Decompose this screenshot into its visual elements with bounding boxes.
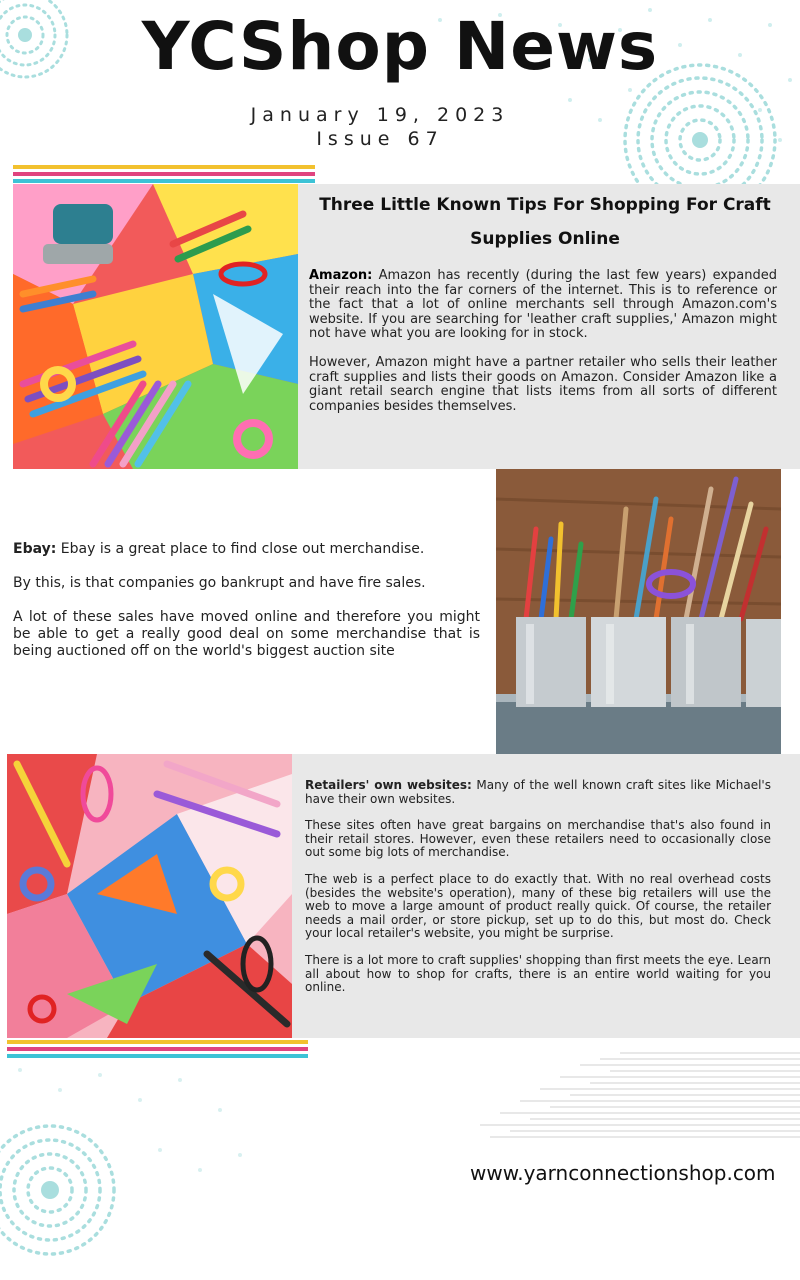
- bottom-stripes: [7, 1040, 308, 1061]
- ebay-paragraph-1: [13, 541, 480, 558]
- retailers-paragraph-4: There is a lot more to craft supplies' shopping than first meets the eye. Learn all about how to shop for crafts, there is an entire world waiting for you online.: [305, 952, 771, 995]
- masthead-title: YCShop News: [141, 8, 659, 85]
- issue-number: Issue 67: [316, 128, 444, 150]
- dotted-pattern-bottom-left: [0, 1060, 260, 1200]
- ebay-paragraph-3: A lot of these sales have moved online and therefore you might be able to get a really good deal on some merchandise that is being auctioned off on the world's biggest auction site: [13, 609, 480, 659]
- craft-supplies-photo-2: [7, 754, 292, 1038]
- retailers-paragraph-2: These sites often have great bargains on merchandise that's also found in their retail stores. However, even these retailers need to occasionally close out some big lots of merchandise.: [305, 818, 771, 860]
- retailers-label: Retailers' own websites:: [305, 778, 472, 792]
- amazon-text-1: Amazon has recently (during the last few years) expanded their reach into the far corners of the internet. This is to reference or the fact that a lot of online merchants sell through Amazon.com's website. If you are searching for 'leather craft supplies,' Amazon might not have what you are looking for in stock.: [309, 268, 777, 342]
- amazon-section: [309, 269, 777, 428]
- amazon-label: Amazon:: [309, 268, 373, 283]
- decorative-lines: [480, 1052, 800, 1142]
- retailers-section: [305, 779, 771, 1008]
- ebay-label: Ebay:: [13, 541, 57, 557]
- amazon-paragraph-2: However, Amazon might have a partner retailer who sells their leather craft supplies and lists their goods on Amazon. Consider Amazon like a giant retail search engine that lists items from all sorts of different companies besides themselves.: [309, 354, 777, 414]
- article-title: Three Little Known Tips For Shopping For Craft Supplies Online: [319, 195, 771, 249]
- brushes-pencils-photo: [496, 469, 781, 754]
- footer-website-link[interactable]: www.yarnconnectionshop.com: [470, 1161, 776, 1185]
- ebay-paragraph-2: By this, is that companies go bankrupt and have fire sales.: [13, 575, 426, 591]
- top-stripes: [13, 165, 315, 186]
- ebay-text-1: Ebay is a great place to find close out merchandise.: [56, 541, 425, 557]
- issue-date: January 19, 2023: [250, 104, 510, 126]
- amazon-paragraph-1: [309, 269, 777, 342]
- ebay-section: [13, 541, 480, 677]
- craft-supplies-photo-1: [13, 184, 298, 469]
- retailers-paragraph-3: The web is a perfect place to do exactly that. With no real overhead costs (besides the website's operation), many of these big retailers will use the web to move a large amount of product really quick. Of course, the retailer needs a mail order, or store pickup, set up to do this, but most do. Check your local retailer's website, you might be surprise.: [305, 871, 771, 941]
- retailers-text-1: Many of the well known craft sites like Michael's have their own websites.: [305, 778, 771, 806]
- retailers-paragraph-1: [305, 779, 771, 806]
